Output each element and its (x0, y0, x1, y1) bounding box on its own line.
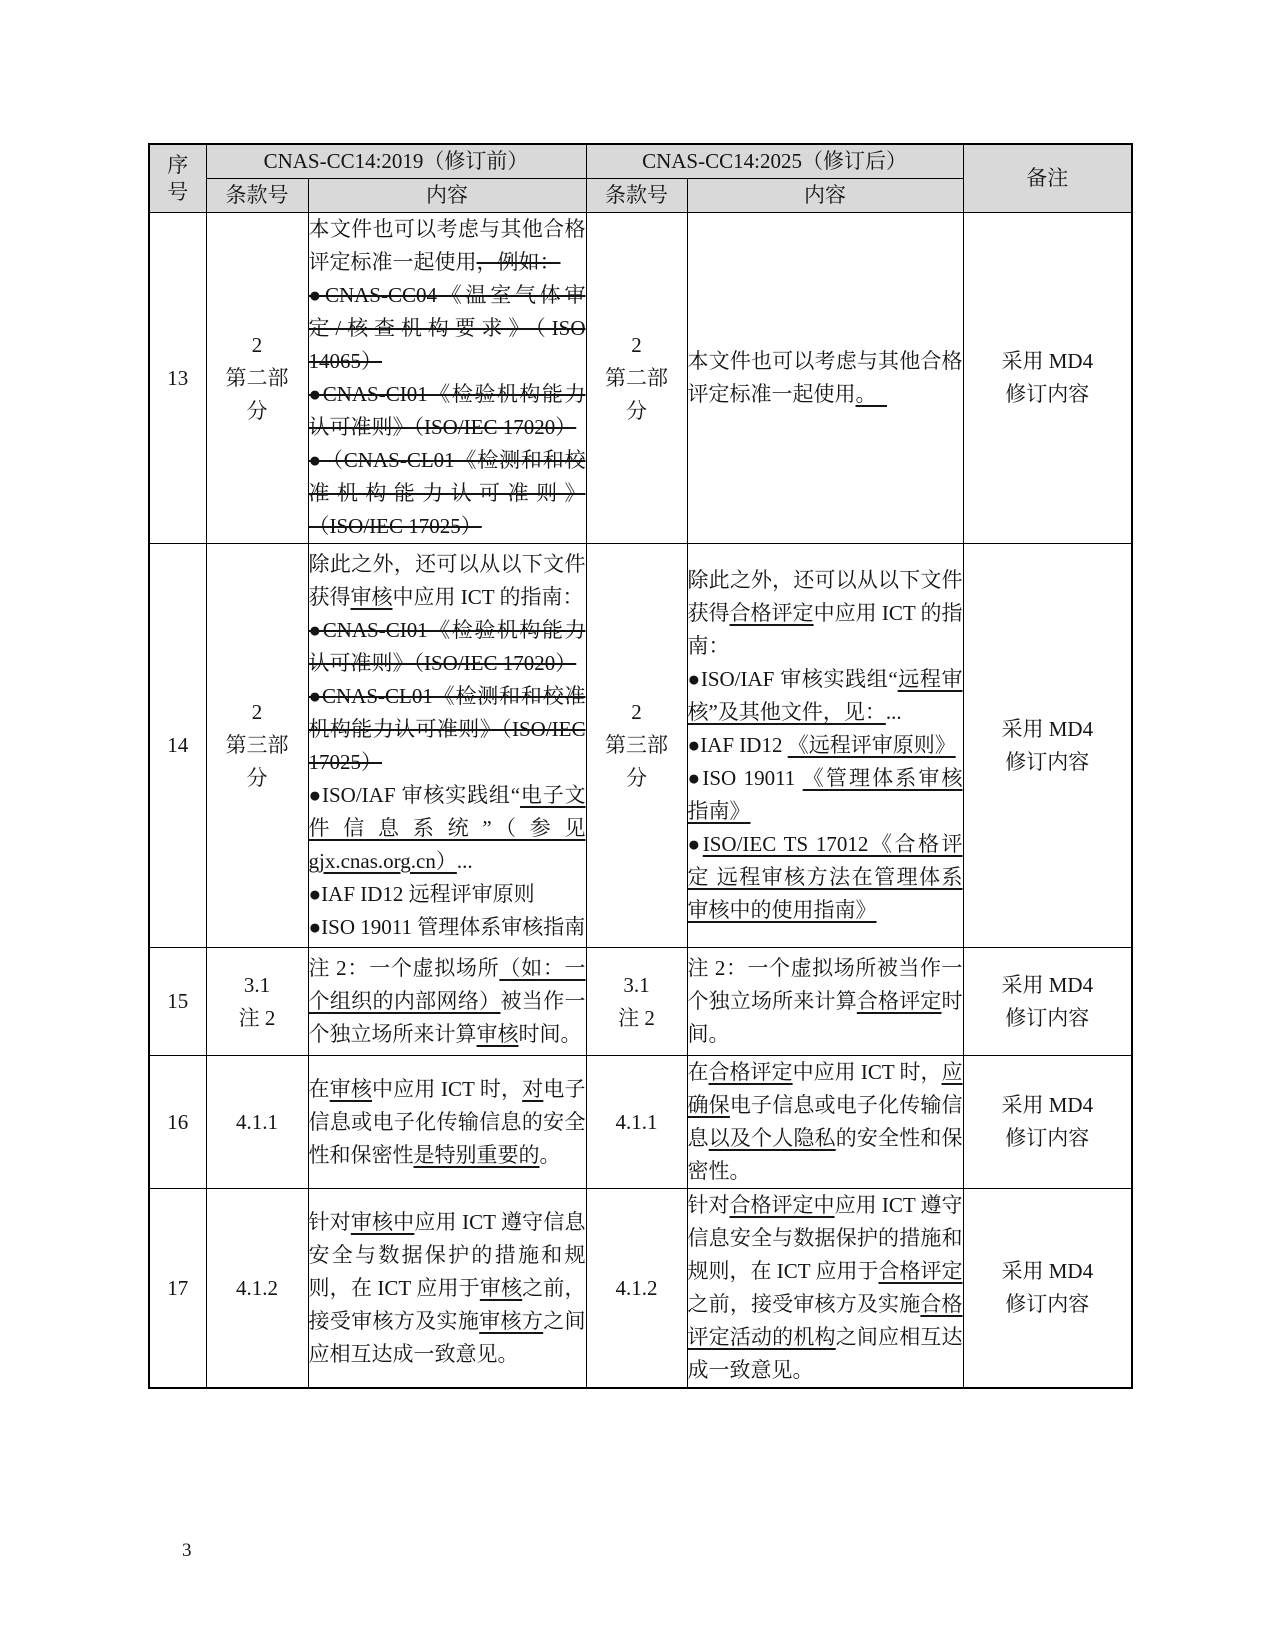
old-clause-number (206, 544, 308, 948)
row-number-line: 14 (167, 733, 189, 757)
text-segment-inserted: 合格评定 (856, 989, 942, 1013)
header-seq-no-line2: 号 (167, 179, 189, 204)
old-clause-number (206, 1189, 308, 1389)
old-clause-number-line: 2 (251, 700, 263, 724)
text-segment: 在 (308, 1076, 330, 1101)
text-segment: 中应用 ICT 时， (792, 1060, 942, 1084)
new-content-paragraph (688, 729, 963, 762)
text-segment: ●IAF ID12 远程评审原则 (308, 881, 535, 906)
new-clause-number (586, 1189, 687, 1389)
old-content (308, 1189, 586, 1389)
text-segment-deleted: ●CNAS-CI01《检验机构能力认可准则》（ISO/IEC 17020） (308, 382, 586, 439)
new-content (687, 948, 963, 1056)
text-segment-inserted: 审核中 (350, 1209, 415, 1234)
text-segment-deleted: ，例如： (476, 250, 561, 274)
old-content (308, 213, 586, 544)
text-segment: 应用 ICT 遵守信息安全与数据保护的措施和规则，在 ICT 应用于 (308, 1209, 586, 1300)
row-number (149, 544, 206, 948)
old-content-paragraph (309, 1206, 586, 1371)
page-number: 3 (182, 1540, 192, 1561)
text-segment-inserted: 合格评定 (708, 1060, 793, 1084)
text-segment: 之间应相互达成一致意见。 (308, 1308, 586, 1366)
text-segment: 本文件也可以考虑与其他合格评定标准一起使用 (308, 217, 586, 274)
remark-cell-line: 修订内容 (1005, 1126, 1090, 1150)
text-segment-inserted: 审核方 (479, 1308, 544, 1333)
old-content-paragraph (309, 444, 586, 543)
text-segment-inserted: 合格评定 (729, 601, 814, 625)
old-clause-number-line: 第二部 (225, 365, 289, 390)
new-clause-number (586, 948, 687, 1056)
table-row (149, 948, 1132, 1056)
text-segment: 时间。 (518, 1022, 582, 1046)
table-body (149, 213, 1132, 1389)
text-segment: 注 2：一个虚拟场所 (308, 956, 500, 980)
text-segment: 注 2：一个虚拟场所被当作一个独立场所来计算 (687, 956, 963, 1013)
new-content (687, 1056, 963, 1189)
old-clause-number-line: 分 (246, 766, 268, 790)
header-new-content: 内容 (687, 179, 963, 213)
text-segment-deleted: ●CNAS-CI01《检验机构能力认可准则》（ISO/IEC 17020） (308, 617, 586, 675)
row-number (149, 948, 206, 1056)
text-segment: 在 (687, 1060, 709, 1084)
text-segment: 被当作一个独立场所来计算 (308, 989, 586, 1046)
remark-cell-line: 修订内容 (1005, 382, 1090, 406)
old-clause-number (206, 213, 308, 544)
text-segment-inserted: 。 (855, 382, 888, 406)
row-number (149, 1189, 206, 1389)
new-clause-number-line: 3.1 (623, 972, 650, 997)
remark-cell-line: 采用 MD4 (1001, 716, 1094, 741)
old-content-paragraph (309, 614, 586, 680)
text-segment-inserted: 审核 (479, 1275, 523, 1300)
new-content-paragraph (688, 1056, 963, 1188)
text-segment: 电子信息或电子化传输信息的安全性和保密性 (308, 1076, 586, 1167)
old-content-paragraph (309, 952, 586, 1051)
text-segment: 的安全性和保密性。 (687, 1126, 963, 1183)
text-segment: 针对 (687, 1193, 730, 1217)
old-content-paragraph (309, 279, 586, 378)
row-number (149, 213, 206, 544)
text-segment: 之前，接受审核方及实施 (687, 1292, 921, 1316)
text-segment: 中应用 ICT 时， (372, 1076, 523, 1101)
text-segment: 。 (539, 1142, 561, 1167)
old-content-paragraph (309, 878, 586, 911)
remark-cell (963, 1189, 1132, 1389)
new-content (687, 213, 963, 544)
text-segment: 除此之外，还可以从以下文件获得 (308, 551, 586, 609)
old-content-paragraph (309, 1073, 586, 1172)
old-content-paragraph (309, 779, 586, 878)
old-content (308, 948, 586, 1056)
old-clause-number-line: 2 (251, 332, 263, 357)
text-segment-inserted: 审核 (329, 1076, 373, 1101)
new-clause-number-line: 分 (626, 398, 648, 423)
new-content (687, 544, 963, 948)
text-segment-inserted: 电子文件信息系统”（参见 gjx.cnas.org.cn） (308, 782, 586, 873)
new-content-paragraph (688, 345, 963, 411)
old-clause-number (206, 1056, 308, 1189)
text-segment-inserted: 远程审核”及其他文件，见： (687, 667, 963, 724)
old-clause-number (206, 948, 308, 1056)
new-content-paragraph (688, 828, 963, 927)
new-clause-number-line: 第二部 (605, 365, 669, 390)
text-segment: ● (687, 832, 703, 856)
remark-cell (963, 948, 1132, 1056)
remark-cell-line: 修订内容 (1005, 1292, 1090, 1316)
new-clause-number (586, 544, 687, 948)
new-clause-number-line: 2 (631, 332, 642, 357)
text-segment: 应用 ICT 遵守信息安全与数据保护的措施和规则，在 ICT 应用于 (687, 1193, 963, 1283)
old-content-paragraph (309, 548, 586, 614)
text-segment-inserted: ISO/IEC TS 17012《合格评定 远程审核方法在管理体系审核中的使用指南》 (687, 832, 963, 922)
text-segment: ●ISO 19011 (687, 766, 803, 790)
header-new-clause: 条款号 (586, 179, 687, 213)
remark-cell (963, 213, 1132, 544)
new-clause-number-line: 4.1.2 (615, 1275, 658, 1300)
text-segment: ●IAF ID12 (687, 733, 788, 757)
old-content-paragraph (309, 911, 586, 944)
text-segment-deleted: ●（CNAS-CL01《检测和和校准机构能力认可准则》（ISO/IEC 17025） (308, 448, 586, 538)
text-segment-inserted: 应确保 (687, 1060, 963, 1117)
row-number-line: 13 (167, 365, 189, 390)
text-segment: ●ISO/IAF 审核实践组“ (308, 782, 521, 807)
new-content (687, 1189, 963, 1389)
text-segment-inserted: 《管理体系审核指南》 (687, 766, 963, 823)
remark-cell-line: 修订内容 (1005, 1005, 1090, 1030)
header-new-version: CNAS-CC14:2025（修订后） (586, 144, 963, 179)
new-clause-number-line: 分 (626, 766, 648, 790)
text-segment: ... (885, 700, 902, 724)
new-clause-number (586, 213, 687, 544)
new-clause-number-line: 注 2 (618, 1005, 655, 1030)
text-segment-inserted: 审核 (350, 584, 393, 609)
old-content (308, 1056, 586, 1189)
remark-cell (963, 1056, 1132, 1189)
text-segment-deleted: ●CNAS-CL01《检测和和校准机构能力认可准则》（ISO/IEC 17025） (308, 683, 586, 774)
remark-cell (963, 544, 1132, 948)
new-clause-number-line: 第三部 (605, 733, 669, 757)
new-content-paragraph (688, 663, 963, 729)
new-clause-number (586, 1056, 687, 1189)
old-clause-number-line: 注 2 (238, 1005, 276, 1030)
text-segment-inserted: 以及个人隐私 (708, 1126, 836, 1150)
new-content-paragraph (688, 564, 963, 663)
remark-cell-line: 采用 MD4 (1001, 349, 1094, 373)
old-clause-number-line: 4.1.2 (236, 1275, 278, 1300)
text-segment: 中应用 ICT 的指南： (392, 584, 584, 609)
text-segment: 本文件也可以考虑与其他合格评定标准一起使用 (687, 349, 963, 406)
new-clause-number-line: 4.1.1 (615, 1109, 658, 1134)
text-segment: 之前，接受审核方及实施 (308, 1275, 586, 1333)
row-number (149, 1056, 206, 1189)
text-segment-inserted: （如：一个组织的内部网络） (308, 956, 586, 1013)
header-seq-no-line1: 序 (167, 152, 189, 177)
revision-comparison-table (148, 143, 1133, 1389)
old-clause-number-line: 4.1.1 (236, 1109, 278, 1134)
text-segment: 除此之外，还可以从以下文件获得 (687, 568, 963, 625)
text-segment: 电子信息或电子化传输信息 (687, 1093, 963, 1150)
text-segment-inserted: 合格评定活动的机构 (687, 1292, 963, 1349)
old-content-paragraph (309, 680, 586, 779)
text-segment-inserted: 合格评定中 (729, 1193, 835, 1217)
text-segment-inserted: 是特别重要的 (413, 1142, 540, 1167)
new-content-paragraph (688, 762, 963, 828)
row-number-line: 16 (167, 1109, 189, 1134)
header-old-content: 内容 (308, 179, 586, 213)
new-content-paragraph (688, 952, 963, 1051)
text-segment: 之间应相互达成一致意见。 (687, 1325, 963, 1382)
old-content-paragraph (309, 378, 586, 444)
text-segment: 针对 (308, 1209, 351, 1234)
text-segment: ... (456, 848, 473, 873)
text-segment-inserted: 审核 (476, 1022, 519, 1046)
header-old-clause: 条款号 (206, 179, 308, 213)
table-row (149, 544, 1132, 948)
text-segment-inserted: 合格评定 (878, 1259, 963, 1283)
text-segment: 中应用 ICT 的指南： (687, 601, 963, 658)
text-segment-inserted: 对 (522, 1076, 544, 1101)
table-header (149, 144, 1132, 213)
table-row (149, 1189, 1132, 1389)
header-old-version: CNAS-CC14:2019（修订前） (206, 144, 586, 179)
header-row-1 (149, 144, 1132, 179)
remark-cell-line: 采用 MD4 (1001, 1093, 1094, 1117)
old-clause-number-line: 分 (246, 398, 268, 423)
old-content (308, 544, 586, 948)
table-row (149, 213, 1132, 544)
remark-cell-line: 采用 MD4 (1001, 972, 1094, 997)
text-segment-inserted: 《远程评审原则》 (787, 733, 956, 757)
text-segment: 时间。 (687, 989, 963, 1046)
text-segment: ●ISO 19011 管理体系审核指南 (308, 914, 586, 939)
table-row (149, 1056, 1132, 1189)
old-clause-number-line: 3.1 (243, 972, 271, 997)
remark-cell-line: 修订内容 (1005, 749, 1090, 774)
text-segment-deleted: ●CNAS-CC04《温室气体审定/核查机构要求》（ISO 14065） (308, 283, 586, 373)
row-number-line: 17 (167, 1275, 189, 1300)
new-clause-number-line: 2 (631, 700, 642, 724)
old-clause-number-line: 第三部 (225, 733, 289, 757)
header-seq-no (149, 144, 206, 213)
header-remark: 备注 (963, 144, 1132, 213)
text-segment: ●ISO/IAF 审核实践组“ (687, 667, 898, 691)
old-content-paragraph (309, 213, 586, 279)
new-content-paragraph (688, 1189, 963, 1387)
remark-cell-line: 采用 MD4 (1001, 1259, 1094, 1283)
row-number-line: 15 (167, 989, 189, 1013)
